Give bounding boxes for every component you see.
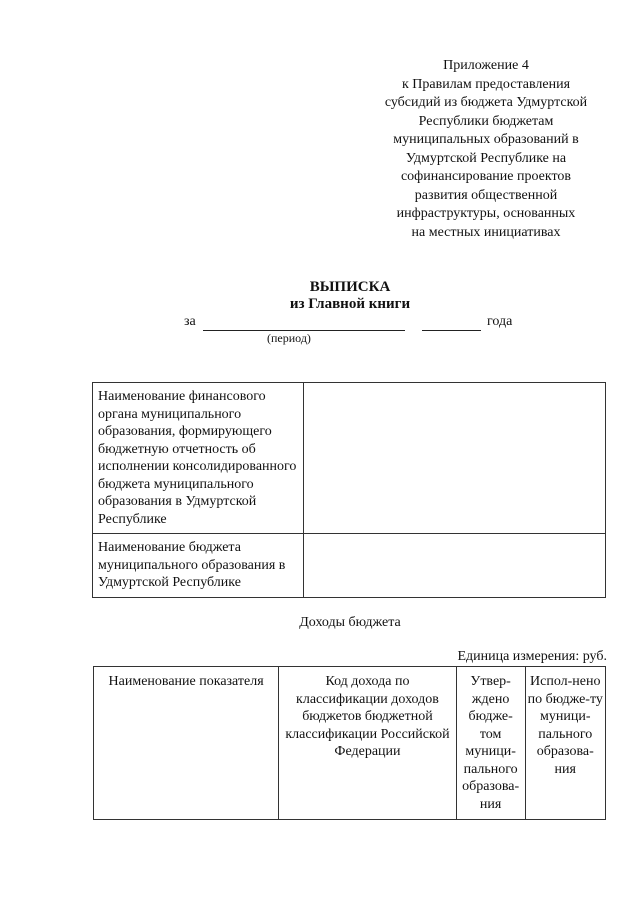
column-header-approved: Утвер-ждено бюдже-том муници-пального образова-ния	[456, 667, 525, 820]
year-blank-line[interactable]	[422, 330, 481, 331]
period-row	[0, 314, 640, 344]
appendix-line: муниципальных образований в	[393, 132, 579, 147]
appendix-line: инфраструктуры, основанных	[396, 206, 576, 221]
budget-name-value[interactable]	[304, 534, 606, 598]
appendix-line: Удмуртской Республике на	[405, 150, 567, 166]
table-row	[93, 383, 606, 534]
appendix-line: на местных инициативах	[411, 224, 561, 240]
financial-organ-value[interactable]	[304, 383, 606, 534]
budget-name-label: Наименование бюджета муниципального образования в Удмуртской Республике	[93, 534, 304, 598]
income-table	[93, 666, 606, 820]
info-table	[92, 382, 606, 598]
appendix-line: Республики бюджетам	[418, 113, 554, 129]
column-header-executed: Испол-нено по бюдже-ту муници-пального образова-ния	[525, 667, 605, 820]
appendix-line: развития общественной	[414, 187, 558, 203]
table-row	[93, 534, 606, 598]
appendix-block	[362, 57, 610, 242]
appendix-line: к Правилам предоставления	[401, 76, 571, 92]
section-title: Доходы бюджета	[299, 615, 401, 630]
period-prefix: за	[184, 314, 196, 329]
financial-organ-label: Наименование финансового органа муниципального образования, формирующего бюджетную отчетность об исполнении консолидированного бюджета муниципального образования в Удмуртской Республике	[93, 383, 304, 534]
appendix-line: субсидий из бюджета Удмуртской	[384, 95, 588, 110]
appendix-line: Приложение 4	[443, 58, 529, 73]
table-header-row	[94, 667, 606, 820]
period-note: (период)	[267, 331, 311, 345]
appendix-line: софинансирование проектов	[400, 169, 572, 184]
unit-label: Единица измерения: руб.	[457, 649, 607, 664]
document-title: ВЫПИСКА	[309, 279, 391, 295]
period-suffix: года	[487, 314, 513, 329]
document-subtitle: из Главной книги	[289, 296, 411, 312]
column-header-indicator: Наименование показателя	[94, 667, 279, 820]
column-header-income-code: Код дохода по классификации доходов бюджетов бюджетной классификации Российской Федерации	[279, 667, 457, 820]
